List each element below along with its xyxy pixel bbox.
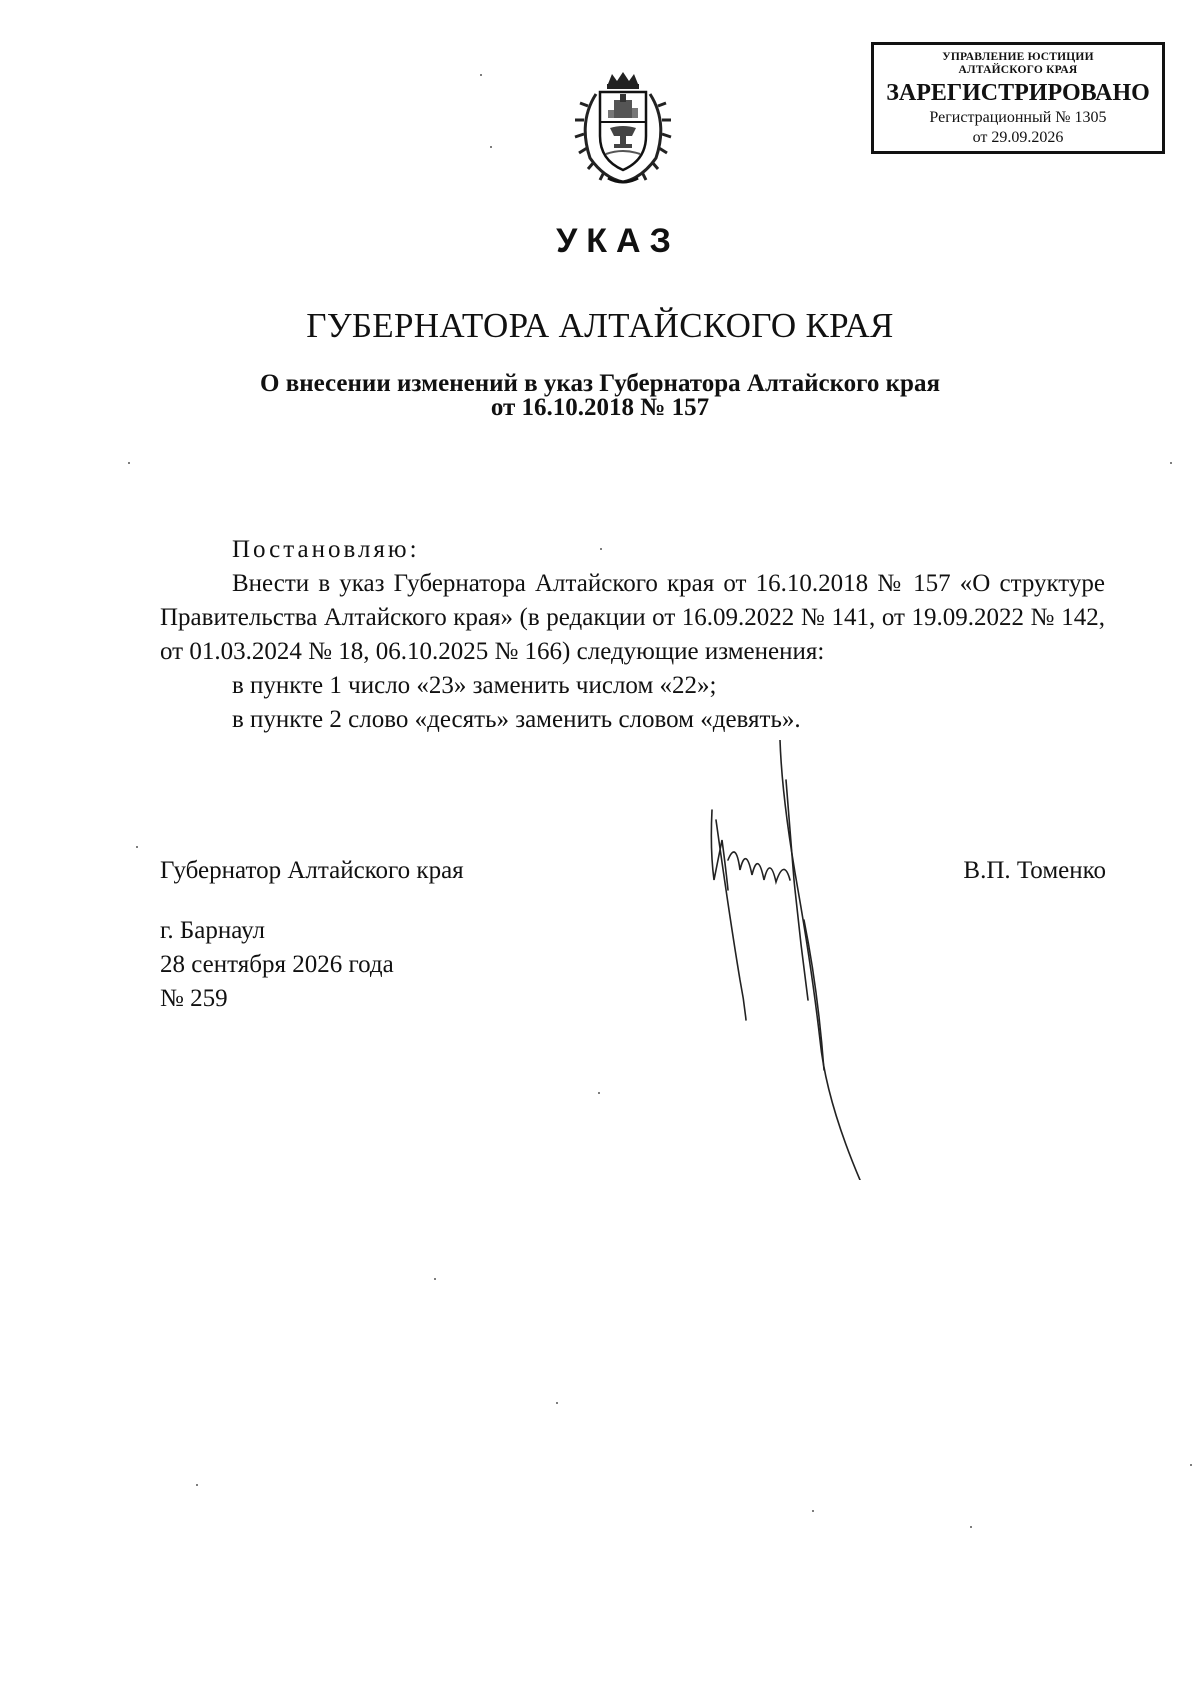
amendment-item-1: в пункте 1 число «23» заменить числом «22»;: [232, 672, 717, 699]
main-paragraph: Внести в указ Губернатора Алтайского края от 16.10.2018 № 157 «О структуре Правительства Алтайского края» (в редакции от 16.09.2022 № 141, от 19.09.2022 № 142, от 01.03.2024 № 18, 06.10.2025 № 166) следующие изменения:: [160, 570, 1105, 665]
scan-speck: [1190, 1464, 1192, 1466]
scan-speck: [434, 1278, 436, 1280]
signatory-name: В.П. Томенко: [963, 857, 1106, 884]
signatory-title: Губернатор Алтайского края: [160, 857, 464, 884]
stamp-registration-number: Регистрационный № 1305: [929, 109, 1107, 126]
scan-speck: [600, 548, 602, 550]
document-date: 28 сентября 2026 года: [160, 951, 394, 978]
stamp-status: ЗАРЕГИСТРИРОВАНО: [886, 80, 1150, 106]
document-number: № 259: [160, 985, 228, 1012]
document-body: [160, 533, 1105, 737]
resolve-heading: Постановляю:: [232, 536, 420, 563]
registration-stamp: [871, 42, 1165, 154]
scan-speck: [556, 1402, 558, 1404]
stamp-authority-line2: АЛТАЙСКОГО КРАЯ: [958, 64, 1078, 76]
document-place-date-number: [160, 914, 394, 1016]
amendment-item-2: в пункте 2 слово «десять» заменить словом «девять».: [232, 706, 801, 733]
scan-speck: [128, 462, 130, 464]
subject-line-2: от 16.10.2018 № 157: [490, 394, 710, 421]
document-type-title: УКАЗ: [556, 222, 680, 260]
subject-line-1: О внесении изменений в указ Губернатора Алтайского края: [260, 370, 940, 397]
scan-speck: [970, 1526, 972, 1528]
scan-speck: [1170, 462, 1172, 464]
scan-speck: [196, 1484, 198, 1486]
issuer-title: ГУБЕРНАТОРА АЛТАЙСКОГО КРАЯ: [306, 306, 894, 345]
scan-speck: [598, 1092, 600, 1094]
document-place: г. Барнаул: [160, 917, 265, 944]
scan-speck: [136, 846, 138, 848]
coat-of-arms-icon: [570, 70, 676, 188]
handwritten-signature-icon: [700, 740, 880, 1180]
stamp-authority-line1: УПРАВЛЕНИЕ ЮСТИЦИИ: [942, 51, 1094, 63]
scan-speck: [480, 74, 482, 76]
document-subject: [0, 372, 1200, 420]
scan-speck: [490, 146, 492, 148]
scan-speck: [812, 1510, 814, 1512]
stamp-date: от 29.09.2026: [972, 129, 1064, 146]
